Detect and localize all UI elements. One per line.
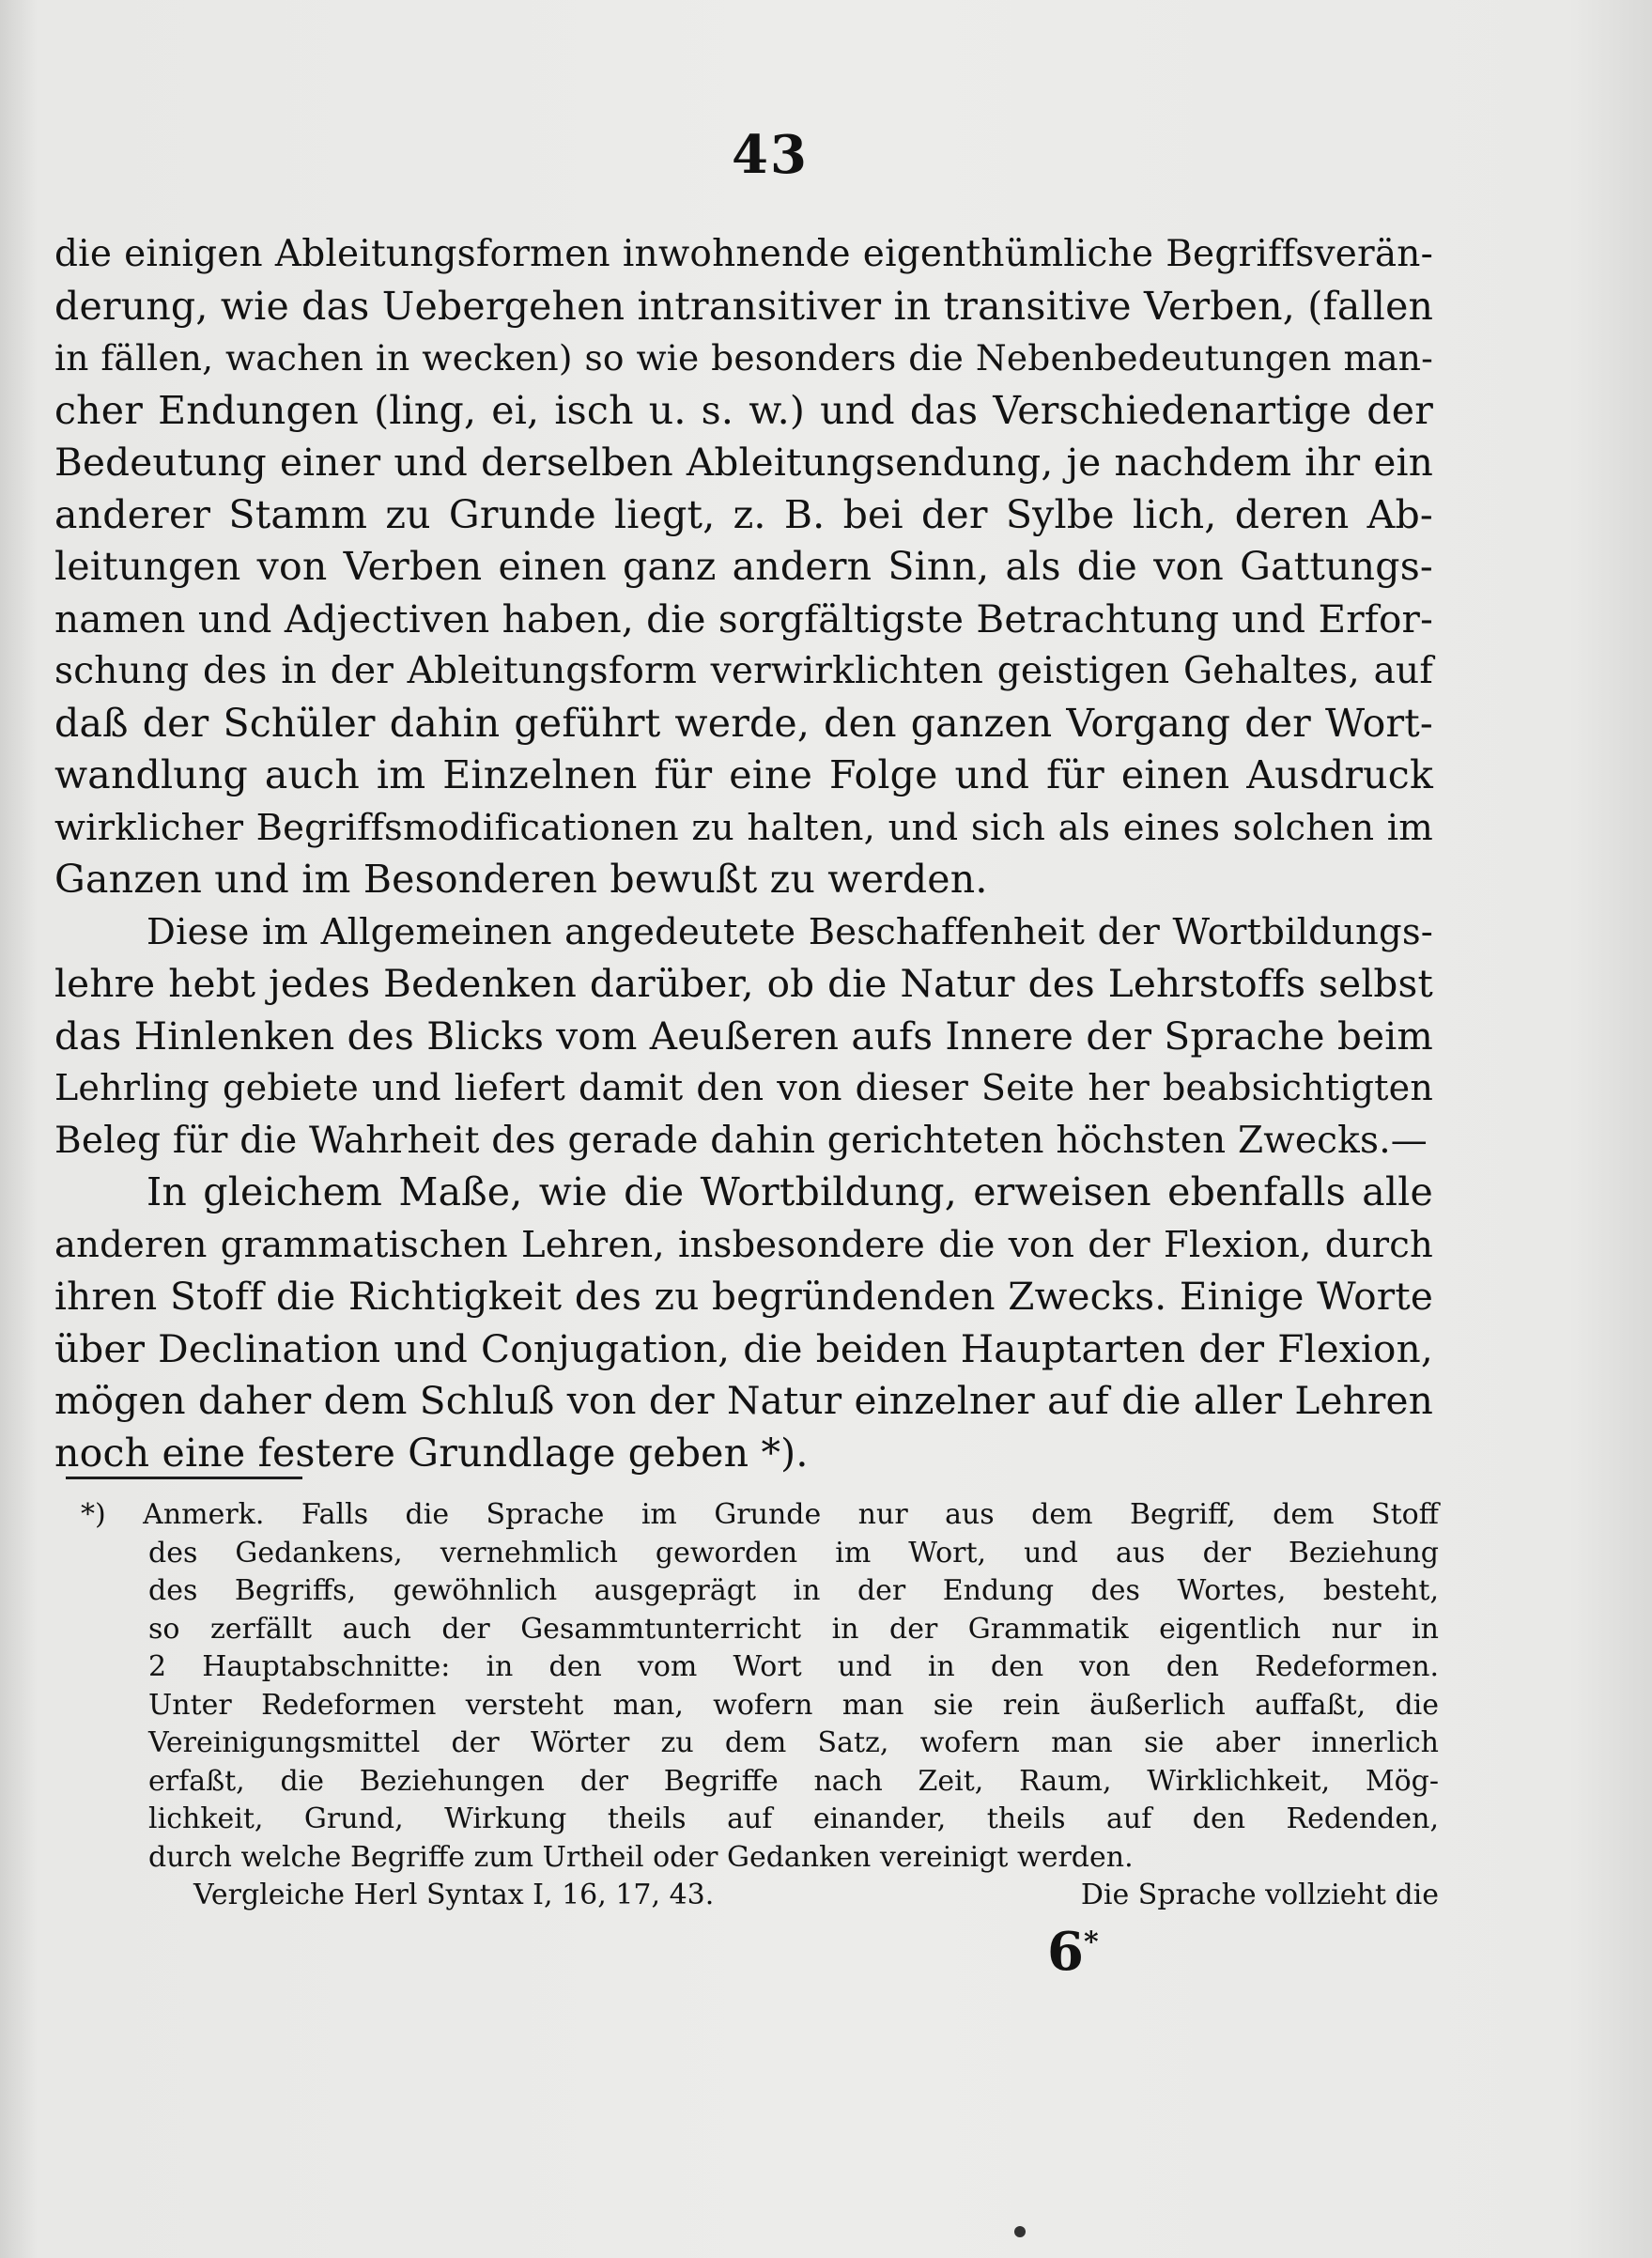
footnote — [81, 1496, 1439, 1915]
page-number: 43 — [732, 124, 809, 186]
footnote-continuation: Die Sprache vollzieht die — [1080, 1879, 1439, 1911]
footnote-line: Vereinigungsmittel der Wörter zu dem Satz, wofern man sie aber innerlich — [148, 1726, 1439, 1759]
ink-dot — [1014, 2226, 1026, 2237]
text-line: wirklicher Begriffsmodificationen zu halten, und sich als eines solchen im — [54, 806, 1433, 849]
text-line: anderen grammatischen Lehren, insbesondere die von der Flexion, durch — [54, 1223, 1433, 1266]
text-line: in fällen, wachen in wecken) so wie besonders die Nebenbedeutungen man- — [54, 337, 1433, 379]
text-line: das Hinlenken des Blicks vom Aeußeren aufs Innere der Sprache beim — [54, 1013, 1433, 1059]
text-line: wandlung auch im Einzelnen für eine Folge und für einen Ausdruck — [54, 752, 1433, 797]
footnote-line: so zerfällt auch der Gesammtunterricht in der Grammatik eigentlich nur in — [148, 1612, 1439, 1646]
text-line: mögen daher dem Schluß von der Natur einzelner auf die aller Lehren — [54, 1378, 1433, 1423]
text-line: die einigen Ableitungsformen inwohnende eigenthümliche Begriffsverän- — [54, 233, 1433, 275]
footnote-rule — [66, 1477, 302, 1479]
footnote-line: des Begriffs, gewöhnlich ausgeprägt in der Endung des Wortes, besteht, — [148, 1574, 1439, 1607]
footnote-line: des Gedankens, vernehmlich geworden im Wort, und aus der Beziehung — [148, 1536, 1439, 1570]
text-line: Diese im Allgemeinen angedeutete Beschaffenheit der Wortbildungs- — [147, 910, 1433, 953]
text-line: lehre hebt jedes Bedenken darüber, ob die Natur des Lehrstoffs selbst — [54, 961, 1433, 1006]
signature-mark — [1047, 1921, 1099, 1983]
text-line: namen und Adjectiven haben, die sorgfältigste Betrachtung und Erfor- — [54, 595, 1433, 642]
text-line: Lehrling gebiete und liefert damit den von dieser Seite her beabsichtigten — [54, 1067, 1433, 1108]
text-line: Beleg für die Wahrheit des gerade dahin gerichteten höchsten Zwecks.— — [54, 1119, 1428, 1162]
footnote-line: Unter Redeformen versteht man, wofern man sie rein äußerlich auffaßt, die — [148, 1688, 1439, 1722]
text-line: daß der Schüler dahin geführt werde, den ganzen Vorgang der Wort- — [54, 700, 1433, 746]
text-line: leitungen von Verben einen ganz andern Sinn, als die von Gattungs- — [54, 544, 1433, 589]
text-line: Ganzen und im Besonderen bewußt zu werden. — [54, 857, 988, 902]
text-line: derung, wie das Uebergehen intransitiver in transitive Verben, (fallen — [54, 283, 1434, 329]
text-line: cher Endungen (ling, ei, isch u. s. w.) und das Verschiedenartige der — [54, 387, 1433, 433]
footnote-line: lichkeit, Grund, Wirkung theils auf einander, theils auf den Redenden, — [148, 1802, 1439, 1835]
footnote-line: 2 Hauptabschnitte: in den vom Wort und in den von den Redeformen. — [148, 1650, 1439, 1683]
text-line: ihren Stoff die Richtigkeit des zu begründenden Zwecks. Einige Worte — [54, 1274, 1433, 1319]
signature-asterisk: * — [1083, 1925, 1099, 1959]
footnote-line: durch welche Begriffe zum Urtheil oder Gedanken vereinigt werden. — [148, 1840, 1134, 1874]
text-line: noch eine festere Grundlage geben *). — [54, 1430, 809, 1476]
text-line: In gleichem Maße, wie die Wortbildung, erweisen ebenfalls alle — [147, 1169, 1433, 1214]
footnote-line: *) Anmerk. Falls die Sprache im Grunde nur aus dem Begriff, dem Stoff — [81, 1498, 1439, 1531]
footnote-closing-line — [81, 1877, 1439, 1915]
footnote-reference: Vergleiche Herl Syntax I, 16, 17, 43. — [193, 1879, 715, 1911]
text-line: über Declination und Conjugation, die beiden Hauptarten der Flexion, — [54, 1325, 1433, 1371]
text-line: schung des in der Ableitungsform verwirklichten geistigen Gehaltes, auf — [54, 650, 1433, 692]
signature-number: 6 — [1047, 1921, 1084, 1983]
footnote-line: erfaßt, die Beziehungen der Begriffe nach Zeit, Raum, Wirklichkeit, Mög- — [148, 1764, 1439, 1798]
main-text — [54, 228, 1433, 1479]
text-line: anderer Stamm zu Grunde liegt, z. B. bei der Sylbe lich, deren Ab- — [54, 491, 1433, 537]
text-line: Bedeutung einer und derselben Ableitungsendung, je nachdem ihr ein — [54, 440, 1433, 485]
